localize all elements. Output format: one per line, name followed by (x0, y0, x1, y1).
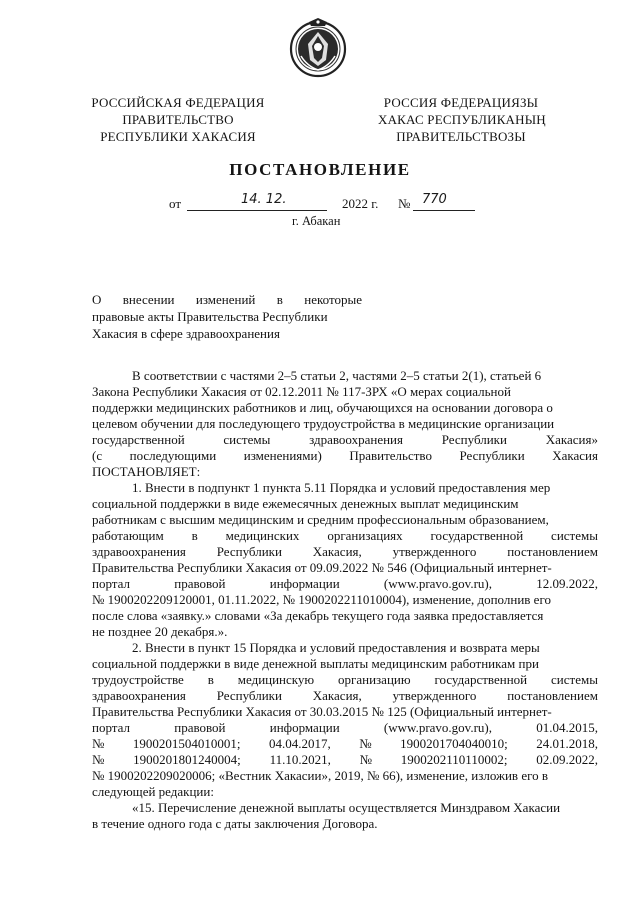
body-word: № (359, 736, 372, 751)
body-line: социальной поддержки в виде денежной выплаты медицинским работникам при (92, 656, 539, 671)
body-word: Хакасия, (312, 544, 362, 559)
body-word: 12.09.2022, (536, 576, 598, 591)
body-line (92, 720, 598, 736)
body-word: Хакасия» (545, 432, 598, 447)
body-word: Хакасия (552, 448, 598, 463)
body-line (92, 688, 598, 704)
body-word: постановлением (507, 688, 598, 703)
body-word: (с (92, 448, 103, 463)
body-word: медицинских (225, 528, 300, 543)
body-line: после слова «заявку.» словами «За декабрь текущего года заявка предоставляется (92, 608, 544, 623)
body-line (92, 576, 598, 592)
body-word: системы (223, 432, 271, 447)
body-word: утвержденного (392, 688, 477, 703)
body-word: 1900201801240004; (133, 752, 241, 767)
header-right-line: ПРАВИТЕЛЬСТВОЗЫ (396, 129, 526, 144)
body-word: 11.10.2021, (269, 752, 331, 767)
body-word: последующими (129, 448, 217, 463)
body-word: № (359, 752, 373, 767)
body-line (92, 432, 598, 448)
body-line (92, 672, 598, 688)
body-word: здравоохранения (92, 544, 186, 559)
number-sign: № (398, 196, 411, 211)
body-word: 1900201504010001; (132, 736, 241, 751)
body-line (92, 736, 598, 752)
header-left-block (90, 94, 266, 145)
body-line: В соответствии с частями 2–5 статьи 2, частями 2–5 статьи 2(1), статьей 6 (132, 368, 542, 383)
body-line: Закона Республики Хакасия от 02.12.2011 № 117-ЗРХ «О мерах социальной (92, 384, 511, 399)
body-line: «15. Перечисление денежной выплаты осуществляется Минздравом Хакасии (132, 800, 561, 815)
body-word: Республики (216, 544, 282, 559)
body-word: работающим (92, 528, 164, 543)
body-word: (www.pravo.gov.ru), (383, 720, 492, 735)
body-line (92, 448, 598, 464)
document-title: ПОСТАНОВЛЕНИЕ (229, 160, 411, 179)
body-word: государственной (430, 528, 524, 543)
body-word: 1900201704040010; (400, 736, 508, 751)
body-line: социальной поддержки в виде ежемесячных денежных выплат медицинским (92, 496, 519, 511)
body-line: ПОСТАНОВЛЯЕТ: (92, 464, 201, 479)
body-word: трудоустройстве (92, 672, 184, 687)
body-line: № 1900202209120001, 01.11.2022, № 1900202211010004), изменение, дополнив его (92, 592, 551, 607)
body-word: системы (551, 672, 598, 687)
body-word: 01.04.2015, (536, 720, 598, 735)
body-word: 02.09.2022, (536, 752, 598, 767)
body-word: государственной (434, 672, 528, 687)
body-word: 04.04.2017, (269, 736, 331, 751)
body-word: правовой (174, 576, 226, 591)
city-name: г. Абакан (292, 214, 341, 228)
body-word: Республики (459, 448, 525, 463)
coat-of-arms-emblem (287, 16, 349, 80)
body-word: (www.pravo.gov.ru), (383, 576, 492, 591)
header-left-line: РОССИЙСКАЯ ФЕДЕРАЦИЯ (91, 95, 265, 110)
header-right-line: РОССИЯ ФЕДЕРАЦИЯЗЫ (383, 95, 539, 110)
body-word: портал (92, 720, 130, 735)
body-line: не позднее 20 декабря.». (92, 624, 228, 639)
body-line: целевом обучении для последующего трудоустройства в медицинские организации (92, 416, 555, 431)
body-line (92, 752, 598, 768)
header-left-line: ПРАВИТЕЛЬСТВО (122, 112, 234, 127)
body-word: № (92, 736, 105, 751)
header-left-line: РЕСПУБЛИКИ ХАКАСИЯ (100, 129, 256, 144)
body-word: медицинскую (237, 672, 315, 687)
body-line: № 1900202209020006; «Вестник Хакасии», 2019, № 66), изменение, изложив его в (92, 768, 548, 783)
body-word: Правительство (349, 448, 432, 463)
date-prefix: от (169, 196, 182, 211)
body-word: 24.01.2018, (536, 736, 598, 751)
body-line: поддержки медицинских работников и лиц, обучающихся на основании договора о (92, 400, 553, 415)
body-word: информации (269, 720, 340, 735)
body-word: утвержденного (392, 544, 477, 559)
body-word: системы (551, 528, 598, 543)
body-line: 2. Внести в пункт 15 Порядка и условий предоставления и возврата меры (132, 640, 540, 655)
body-line: работникам с высшим медицинским и средним профессиональным образованием, (92, 512, 549, 527)
subject-line: правовые акты Правительства Республики (92, 309, 328, 324)
body-line: Правительства Республики Хакасия от 30.03.2015 № 125 (Официальный интернет- (92, 704, 552, 719)
body-word: № (92, 752, 105, 767)
body-line: 1. Внести в подпункт 1 пункта 5.11 Порядка и условий предоставления мер (132, 480, 551, 495)
body-word: Республики (216, 688, 282, 703)
body-line (92, 544, 598, 560)
body-word: организациях (327, 528, 403, 543)
subject-block (92, 291, 362, 342)
header-right-line: ХАКАС РЕСПУБЛИКАНЫҢ (378, 112, 546, 127)
body-line: следующей редакции: (92, 784, 214, 799)
subject-line: О внесении изменений в некоторые (92, 292, 362, 307)
body-word: в (207, 672, 214, 687)
body-line: Правительства Республики Хакасия от 09.09.2022 № 546 (Официальный интернет- (92, 560, 552, 575)
document-body (92, 368, 598, 832)
header-right-block (378, 94, 544, 145)
body-word: государственной (92, 432, 185, 447)
date-underline (187, 210, 327, 211)
number-underline (413, 210, 475, 211)
body-word: в (191, 528, 198, 543)
body-word: организацию (338, 672, 411, 687)
body-word: портал (92, 576, 130, 591)
body-word: изменениями) (243, 448, 322, 463)
year-text: 2022 г. (342, 196, 379, 211)
body-word: информации (269, 576, 340, 591)
body-word: правовой (174, 720, 226, 735)
handwritten-date: 14. 12. (241, 192, 287, 207)
body-word: Хакасия, (312, 688, 362, 703)
body-word: здравоохранения (92, 688, 186, 703)
body-line (92, 528, 598, 544)
handwritten-number: 770 (422, 192, 447, 207)
body-word: постановлением (507, 544, 598, 559)
body-word: 1900202110110002; (400, 752, 508, 767)
body-word: здравоохранения (309, 432, 403, 447)
subject-line: Хакасия в сфере здравоохранения (92, 326, 280, 341)
body-line: в течение одного года с даты заключения Договора. (92, 816, 378, 831)
body-word: Республики (441, 432, 507, 447)
